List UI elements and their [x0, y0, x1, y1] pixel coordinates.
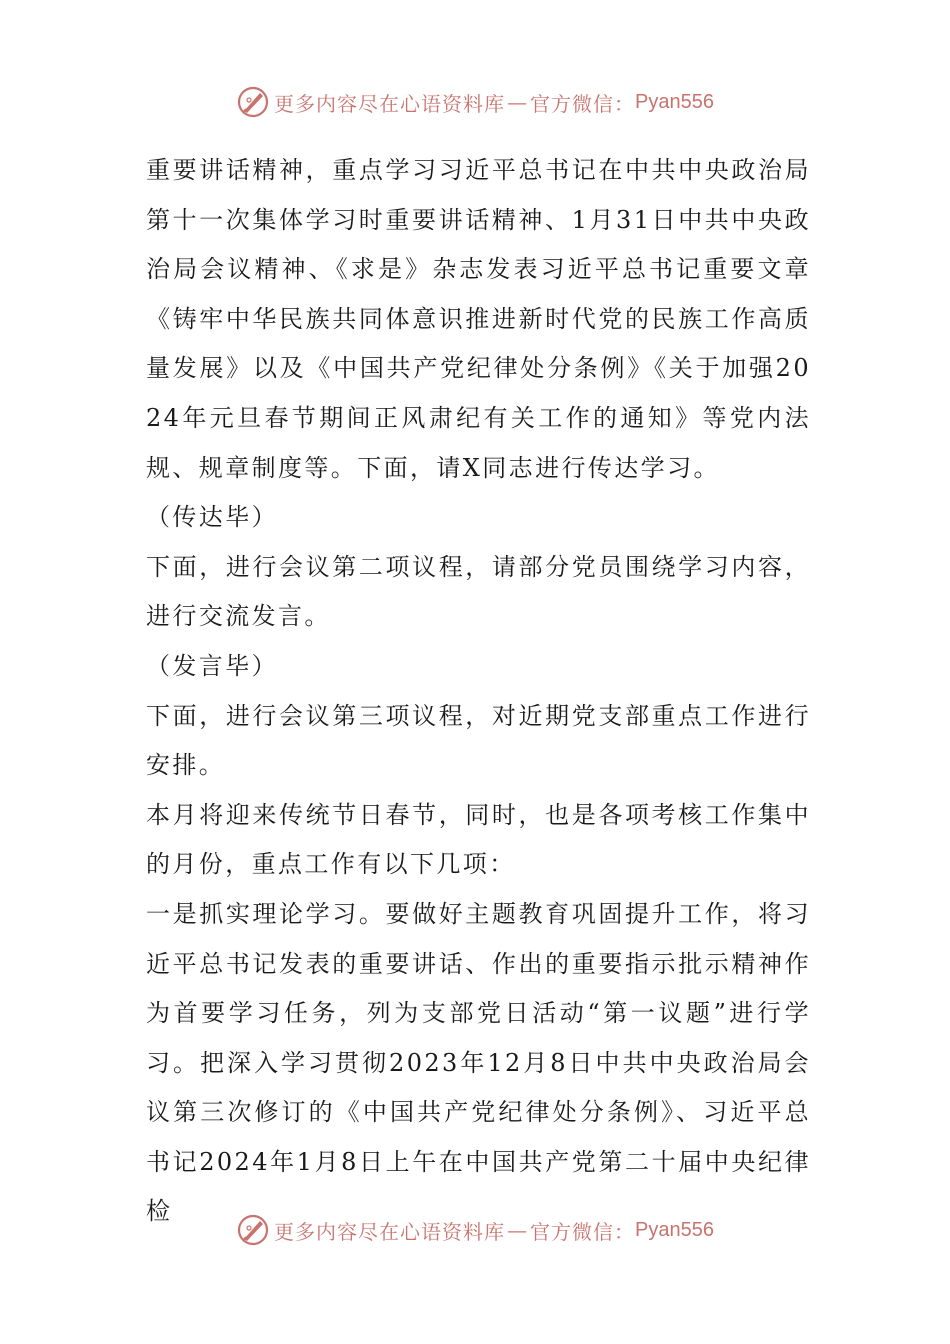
paragraph-3: 下面，进行会议第二项议程，请部分党员围绕学习内容，进行交流发言。 — [146, 552, 811, 631]
watermark-text: 更多内容尽在心语资料库 — [274, 91, 506, 116]
header-watermark — [0, 84, 950, 120]
watermark-separator: — — [507, 1218, 529, 1242]
paragraph-1: 重要讲话精神，重点学习习近平总书记在中共中央政治局第十一次集体学习时重要讲话精神、1月31日中共中央政治局会议精神、《求是》杂志发表习近平总书记重要文章《铸牢中华民族共同体意识推进新时代党的民族工作高质量发展》以及《中国共产党纪律处分条例》《关于加强2024年元旦春节期间正风肃纪有关工作的通知》等党内法规、规章制度等。下面，请X同志进行传达学习。 — [146, 156, 811, 482]
watermark-wechat-id: Pyan556 — [635, 1218, 714, 1241]
paragraph-7: 一是抓实理论学习。要做好主题教育巩固提升工作，将习近平总书记发表的重要讲话、作出的重要指示批示精神作为首要学习任务，列为支部党日活动“第一议题”进行学习。把深入学习贯彻2023年12月8日中共中央政治局会议第三次修订的《中国共产党纪律处分条例》、习近平总书记2024年1月8日上午在中国共产党第二十届中央纪律检 — [146, 899, 811, 1226]
watermark-text: 更多内容尽在心语资料库 — [274, 1219, 506, 1244]
watermark-wechat-label: 官方微信： — [530, 1219, 636, 1244]
document-body — [146, 146, 811, 1237]
footer-watermark — [0, 1212, 950, 1248]
watermark-wechat-label: 官方微信： — [530, 91, 636, 116]
quill-logo-icon — [236, 85, 270, 119]
paragraph-6: 本月将迎来传统节日春节，同时，也是各项考核工作集中的月份，重点工作有以下几项： — [146, 800, 811, 879]
paragraph-5: 下面，进行会议第三项议程，对近期党支部重点工作进行安排。 — [146, 701, 811, 780]
watermark-wechat-id: Pyan556 — [635, 90, 714, 113]
quill-logo-icon — [236, 1213, 270, 1247]
watermark-separator: — — [507, 90, 529, 114]
paragraph-2: （传达毕） — [146, 503, 278, 532]
paragraph-4: （发言毕） — [146, 651, 278, 680]
